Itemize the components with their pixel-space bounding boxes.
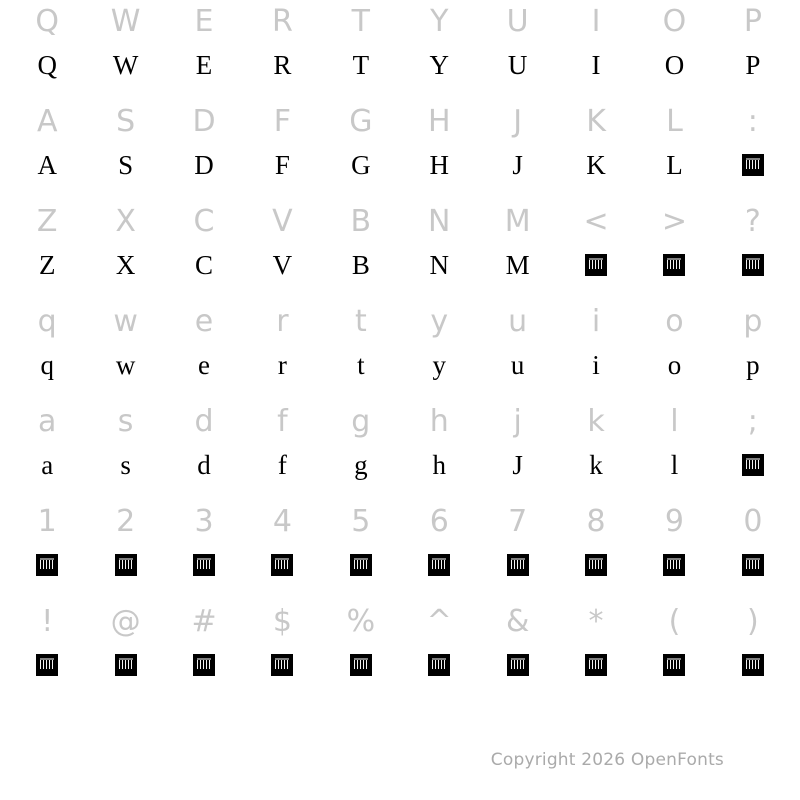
reference-glyph: ;	[747, 404, 758, 439]
reference-glyph: 0	[743, 504, 763, 539]
specimen-glyph: e	[198, 349, 210, 380]
specimen-glyph: q	[40, 349, 54, 380]
glyph-cell	[8, 100, 86, 200]
notdef-glyph	[714, 644, 792, 686]
specimen-glyph: s	[120, 449, 131, 480]
glyph-cell	[478, 600, 556, 700]
specimen-glyph: f	[277, 449, 287, 480]
specimen-row	[8, 500, 792, 600]
glyph-cell	[165, 400, 243, 500]
reference-glyph: S	[116, 104, 136, 139]
glyph-cell	[243, 400, 321, 500]
notdef-glyph	[165, 644, 243, 686]
glyph-cell	[714, 300, 792, 400]
glyph-cell	[400, 100, 478, 200]
notdef-glyph	[243, 544, 321, 586]
glyph-cell	[86, 200, 164, 300]
reference-glyph: ^	[426, 604, 452, 639]
specimen-glyph: T	[352, 49, 370, 80]
specimen-glyph: k	[589, 449, 603, 480]
reference-glyph: L	[666, 104, 683, 139]
reference-glyph: o	[665, 304, 684, 339]
glyph-cell	[635, 600, 713, 700]
specimen-glyph: y	[432, 349, 446, 380]
glyph-cell	[714, 400, 792, 500]
notdef-box-icon	[742, 254, 764, 276]
glyph-cell	[165, 300, 243, 400]
notdef-glyph	[8, 544, 86, 586]
specimen-glyph: X	[115, 249, 136, 280]
notdef-box-icon	[36, 654, 58, 676]
glyph-cell	[8, 300, 86, 400]
reference-glyph: I	[591, 4, 601, 39]
notdef-box-icon	[271, 654, 293, 676]
notdef-box-icon	[271, 554, 293, 576]
reference-glyph: D	[192, 104, 216, 139]
specimen-glyph: Z	[38, 249, 56, 280]
glyph-cell	[165, 200, 243, 300]
specimen-glyph: J	[512, 449, 523, 480]
reference-glyph: e	[194, 304, 214, 339]
reference-glyph: !	[41, 604, 54, 639]
glyph-cell	[557, 600, 635, 700]
glyph-cell	[243, 200, 321, 300]
reference-glyph: F	[273, 104, 292, 139]
notdef-glyph	[478, 544, 556, 586]
reference-glyph: X	[115, 204, 136, 239]
glyph-cell	[8, 600, 86, 700]
glyph-cell	[400, 600, 478, 700]
specimen-glyph: R	[273, 49, 292, 80]
reference-glyph: 8	[586, 504, 606, 539]
notdef-box-icon	[742, 154, 764, 176]
notdef-box-icon	[585, 654, 607, 676]
glyph-cell	[86, 300, 164, 400]
notdef-box-icon	[115, 654, 137, 676]
glyph-cell	[557, 0, 635, 100]
specimen-glyph: w	[115, 349, 136, 380]
specimen-glyph: I	[591, 49, 601, 80]
specimen-glyph: E	[195, 49, 213, 80]
notdef-box-icon	[115, 554, 137, 576]
reference-glyph: M	[504, 204, 531, 239]
reference-glyph: r	[276, 304, 289, 339]
reference-glyph: P	[743, 4, 762, 39]
reference-glyph: d	[194, 404, 214, 439]
glyph-cell	[635, 300, 713, 400]
notdef-box-icon	[585, 554, 607, 576]
reference-glyph: V	[272, 204, 293, 239]
specimen-glyph: h	[432, 449, 446, 480]
notdef-box-icon	[742, 554, 764, 576]
glyph-cell	[86, 0, 164, 100]
glyph-cell	[86, 600, 164, 700]
specimen-row	[8, 100, 792, 200]
reference-glyph: h	[429, 404, 449, 439]
notdef-box-icon	[507, 654, 529, 676]
reference-glyph: N	[428, 204, 451, 239]
reference-glyph: #	[191, 604, 217, 639]
glyph-cell	[714, 600, 792, 700]
reference-glyph: W	[110, 4, 141, 39]
reference-glyph: 9	[664, 504, 684, 539]
specimen-glyph: V	[272, 249, 293, 280]
reference-glyph: T	[351, 4, 370, 39]
glyph-cell	[557, 500, 635, 600]
notdef-glyph	[86, 544, 164, 586]
glyph-cell	[557, 100, 635, 200]
notdef-glyph	[322, 544, 400, 586]
notdef-box-icon	[663, 254, 685, 276]
reference-glyph: G	[349, 104, 373, 139]
glyph-cell	[400, 400, 478, 500]
glyph-cell	[86, 400, 164, 500]
glyph-cell	[400, 200, 478, 300]
reference-glyph: U	[506, 4, 529, 39]
notdef-box-icon	[350, 654, 372, 676]
specimen-row	[8, 400, 792, 500]
notdef-glyph	[635, 244, 713, 286]
glyph-cell	[635, 100, 713, 200]
specimen-glyph: l	[670, 449, 679, 480]
reference-glyph: ?	[744, 204, 761, 239]
glyph-cell	[243, 500, 321, 600]
specimen-glyph: B	[351, 249, 370, 280]
notdef-glyph	[557, 244, 635, 286]
reference-glyph: l	[670, 404, 679, 439]
copyright-text: Copyright 2026 OpenFonts	[490, 750, 724, 770]
reference-glyph: w	[113, 304, 138, 339]
glyph-cell	[8, 500, 86, 600]
specimen-glyph: d	[197, 449, 211, 480]
reference-glyph: :	[747, 104, 758, 139]
reference-glyph: &	[505, 604, 530, 639]
specimen-glyph: H	[429, 149, 449, 180]
notdef-box-icon	[663, 554, 685, 576]
glyph-cell	[322, 600, 400, 700]
specimen-glyph: U	[507, 49, 528, 80]
specimen-glyph: K	[586, 149, 606, 180]
specimen-glyph: D	[194, 149, 214, 180]
reference-glyph: H	[427, 104, 451, 139]
specimen-glyph: g	[354, 449, 368, 480]
specimen-glyph: Q	[37, 49, 57, 80]
reference-glyph: K	[586, 104, 606, 139]
reference-glyph: J	[513, 104, 523, 139]
specimen-glyph: o	[667, 349, 682, 380]
reference-glyph: k	[587, 404, 605, 439]
notdef-box-icon	[742, 654, 764, 676]
specimen-glyph: J	[512, 149, 523, 180]
specimen-row	[8, 600, 792, 700]
glyph-cell	[322, 100, 400, 200]
reference-glyph: (	[668, 604, 681, 639]
notdef-glyph	[86, 644, 164, 686]
notdef-glyph	[557, 544, 635, 586]
reference-glyph: 3	[194, 504, 214, 539]
reference-glyph: >	[661, 204, 688, 239]
reference-glyph: <	[583, 204, 609, 239]
glyph-cell	[635, 400, 713, 500]
specimen-glyph: C	[195, 249, 214, 280]
specimen-row	[8, 300, 792, 400]
specimen-glyph: a	[41, 449, 54, 480]
glyph-cell	[8, 200, 86, 300]
notdef-glyph	[714, 144, 792, 186]
notdef-box-icon	[428, 654, 450, 676]
glyph-cell	[478, 400, 556, 500]
glyph-cell	[8, 0, 86, 100]
reference-glyph: 5	[351, 504, 371, 539]
reference-glyph: 7	[508, 504, 528, 539]
specimen-row	[8, 200, 792, 300]
notdef-box-icon	[507, 554, 529, 576]
reference-glyph: Q	[35, 4, 60, 39]
glyph-cell	[165, 0, 243, 100]
notdef-box-icon	[428, 554, 450, 576]
glyph-cell	[243, 300, 321, 400]
reference-glyph: f	[277, 404, 288, 439]
glyph-cell	[165, 500, 243, 600]
notdef-box-icon	[193, 554, 215, 576]
reference-glyph: 2	[116, 504, 136, 539]
reference-glyph: p	[743, 304, 763, 339]
glyph-cell	[322, 500, 400, 600]
glyph-cell	[478, 300, 556, 400]
glyph-cell	[86, 100, 164, 200]
notdef-glyph	[557, 644, 635, 686]
specimen-glyph: Y	[429, 49, 449, 80]
glyph-cell	[322, 200, 400, 300]
glyph-cell	[478, 100, 556, 200]
glyph-cell	[478, 500, 556, 600]
reference-glyph: y	[430, 304, 449, 339]
glyph-cell	[86, 500, 164, 600]
specimen-glyph: W	[112, 49, 139, 80]
notdef-box-icon	[585, 254, 607, 276]
reference-glyph: O	[662, 4, 687, 39]
specimen-glyph: L	[666, 149, 683, 180]
specimen-glyph: t	[357, 349, 365, 380]
specimen-glyph: F	[274, 149, 290, 180]
glyph-cell	[557, 400, 635, 500]
glyph-cell	[400, 300, 478, 400]
notdef-glyph	[714, 544, 792, 586]
notdef-glyph	[322, 644, 400, 686]
reference-glyph: B	[350, 204, 372, 239]
specimen-glyph: G	[351, 149, 371, 180]
glyph-cell	[165, 600, 243, 700]
reference-glyph: g	[351, 404, 371, 439]
reference-glyph: Z	[36, 204, 58, 239]
reference-glyph: 6	[429, 504, 449, 539]
specimen-glyph: N	[429, 249, 449, 280]
specimen-glyph: S	[118, 149, 134, 180]
specimen-glyph: O	[664, 49, 685, 80]
reference-glyph: )	[747, 604, 759, 639]
notdef-glyph	[714, 444, 792, 486]
notdef-glyph	[635, 544, 713, 586]
glyph-cell	[635, 200, 713, 300]
glyph-cell	[400, 0, 478, 100]
glyph-cell	[714, 100, 792, 200]
reference-glyph: *	[588, 604, 604, 639]
reference-glyph: A	[36, 104, 58, 139]
specimen-glyph: u	[510, 349, 525, 380]
reference-glyph: i	[591, 304, 601, 339]
notdef-glyph	[8, 644, 86, 686]
specimen-glyph: p	[746, 349, 760, 380]
reference-glyph: 1	[37, 504, 57, 539]
reference-glyph: u	[508, 304, 528, 339]
glyph-cell	[557, 200, 635, 300]
reference-glyph: C	[193, 204, 215, 239]
specimen-glyph: i	[592, 349, 600, 380]
glyph-cell	[714, 0, 792, 100]
specimen-glyph: P	[745, 49, 761, 80]
glyph-cell	[635, 0, 713, 100]
notdef-glyph	[635, 644, 713, 686]
glyph-cell	[322, 400, 400, 500]
notdef-glyph	[400, 644, 478, 686]
notdef-box-icon	[742, 454, 764, 476]
footer	[0, 720, 800, 800]
glyph-cell	[557, 300, 635, 400]
notdef-box-icon	[350, 554, 372, 576]
notdef-box-icon	[36, 554, 58, 576]
notdef-glyph	[400, 544, 478, 586]
notdef-glyph	[478, 644, 556, 686]
reference-glyph: @	[110, 604, 141, 639]
reference-glyph: q	[37, 304, 57, 339]
glyph-cell	[478, 0, 556, 100]
reference-glyph: %	[346, 604, 376, 639]
reference-glyph: 4	[272, 504, 292, 539]
reference-glyph: a	[38, 404, 57, 439]
notdef-glyph	[165, 544, 243, 586]
reference-glyph: Y	[430, 4, 449, 39]
glyph-cell	[714, 200, 792, 300]
reference-glyph: R	[271, 4, 293, 39]
reference-glyph: $	[272, 604, 292, 639]
reference-glyph: s	[117, 404, 134, 439]
specimen-row	[8, 0, 792, 100]
glyph-cell	[243, 0, 321, 100]
glyph-cell	[635, 500, 713, 600]
glyph-cell	[243, 100, 321, 200]
glyph-cell	[714, 500, 792, 600]
specimen-glyph: A	[37, 149, 57, 180]
glyph-cell	[400, 500, 478, 600]
reference-glyph: t	[354, 304, 367, 339]
notdef-box-icon	[663, 654, 685, 676]
glyph-cell	[243, 600, 321, 700]
reference-glyph: j	[513, 404, 522, 439]
specimen-glyph: r	[277, 349, 287, 380]
notdef-box-icon	[193, 654, 215, 676]
glyph-cell	[478, 200, 556, 300]
glyph-cell	[322, 300, 400, 400]
reference-glyph: E	[194, 4, 214, 39]
specimen-glyph: M	[505, 249, 530, 280]
glyph-cell	[8, 400, 86, 500]
notdef-glyph	[714, 244, 792, 286]
glyph-cell	[322, 0, 400, 100]
notdef-glyph	[243, 644, 321, 686]
glyph-cell	[165, 100, 243, 200]
